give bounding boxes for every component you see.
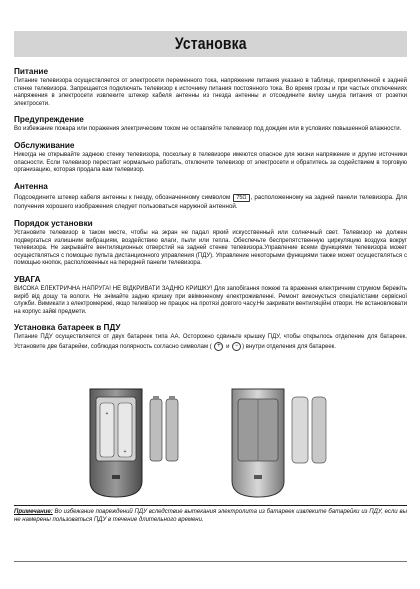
note-divider bbox=[14, 505, 407, 506]
section-heading: УВАГА bbox=[14, 274, 41, 284]
minus-polarity-icon: − bbox=[232, 342, 241, 351]
section-heading: Установка батареек в ПДУ bbox=[14, 323, 121, 333]
section-uvaga bbox=[14, 275, 407, 316]
section-text: ВИСОКА ЕЛЕКТРИЧНА НАПРУГА! НЕ ВІДКРИВАТИ ЗАДНЮ КРИШКУ! Для запобігання пожежі та враження електричним струмом бережіть виріб від дощу та вологи. Не знімайте задню кришку при ввімкненому електроживленні. Ремонт виконується спеціалістами сервісної служби. Вимикати з електромережі, якщо телевізор не працює на протязі довгого часу.Не закривати вентиляційні отвори. Не встановлювати на корпус зайві предмети. bbox=[14, 285, 407, 315]
section-antenna bbox=[14, 182, 407, 212]
antenna-text-after: , расположенному на задней панели телевизора. Для получения хорошего изображения следует пользоваться наружной антенной. bbox=[14, 193, 407, 211]
page-title: Установка bbox=[174, 34, 247, 53]
batteries-text-before: Питание ПДУ осуществляется от двух батареек типа АА. Осторожно сдвиньте крышку ПДУ, чтобы открылось отделение для батареек. Установите две батарейки, соблюдая полярность согласно символам ( bbox=[14, 334, 407, 350]
section-heading: Предупреждение bbox=[14, 115, 84, 125]
svg-text:+: + bbox=[123, 449, 127, 455]
section-maintenance bbox=[14, 141, 407, 175]
note-body: Во избежание повреждений ПДУ вследствие вытекания электролита из батареек извлеките батарейки из ПДУ, если вы не намерены пользоваться ПДУ в течение длительного времени. bbox=[14, 509, 407, 523]
section-power bbox=[14, 67, 407, 108]
section-text bbox=[14, 334, 407, 351]
section-warning bbox=[14, 115, 407, 134]
battery-cover-right-icon bbox=[292, 397, 326, 463]
svg-text:+: + bbox=[105, 411, 109, 417]
section-text: Питание телевизора осуществляется от электросети переменного тока, напряжение питания указано в таблице, прикрепленной к задней стенке телевизора. Запрещается подключать телевизор к источнику питания постоянного тока. Во время грозы и при частых отключениях напряжения в электросети извлеките штекер кабеля антенны из гнезда антенны и отсоедините вилку шнура питания от розетки электросети. bbox=[14, 78, 407, 107]
page-title-bar bbox=[14, 31, 407, 57]
section-batteries bbox=[14, 323, 407, 351]
section-heading: Порядок установки bbox=[14, 218, 93, 228]
remote-right-icon bbox=[232, 389, 284, 497]
batteries-text-after: ) внутри отделения для батареек. bbox=[242, 343, 336, 350]
section-heading: Питание bbox=[14, 67, 49, 76]
section-text bbox=[14, 193, 407, 212]
note-text bbox=[14, 509, 407, 524]
battery-pair-left-icon bbox=[150, 396, 178, 461]
bottom-divider bbox=[14, 561, 407, 562]
remote-left-icon bbox=[90, 389, 142, 497]
section-text: Во избежание пожара или поражения электрическим током не оставляйте телевизор под дождем или в условиях повышенной влажности. bbox=[14, 126, 402, 133]
note-label: Примечание: bbox=[14, 509, 53, 515]
section-installation bbox=[14, 219, 407, 268]
note-block bbox=[14, 509, 407, 524]
plus-polarity-icon: + bbox=[214, 342, 223, 351]
antenna-text-before: Подсоедините штекер кабеля антенны к гнезду, обозначенному символом bbox=[14, 193, 231, 201]
section-text: Установите телевизор в таком месте, чтобы на экран не падал яркий искусственный или солнечный свет. Телевизор не должен подвергаться излишним вибрациям, воздействию влаги, пыли или тепла. Обеспечьте беспрепятственную циркуляцию воздуха вокруг телевизора. Не закрывайте вентиляционных отверстий на задней стенке телевизора.Управление всеми функциями телевизора может осуществляться с помощью пульта дистанционного управления (ПДУ). Управление некоторыми функциями также может осуществляться с помощью кнопок, расположенных на передней панели телевизора. bbox=[14, 229, 407, 267]
section-text: Никогда не открывайте заднюю стенку телевизора, поскольку в телевизоре имеются опасное для жизни напряжение и другие источники опасности. Если телевизор перестает нормально работать, отключите телевизор от электросети и обратитесь за содействием в торговую организацию, которая продала вам телевизор. bbox=[14, 151, 407, 174]
section-heading: Обслуживание bbox=[14, 140, 75, 150]
batteries-text-mid: и bbox=[224, 343, 232, 350]
content-column bbox=[14, 67, 407, 359]
remote-battery-illustration bbox=[82, 385, 332, 500]
section-heading: Антенна bbox=[14, 181, 48, 191]
antenna-75-ohm-symbol: 75Ω bbox=[233, 194, 249, 203]
